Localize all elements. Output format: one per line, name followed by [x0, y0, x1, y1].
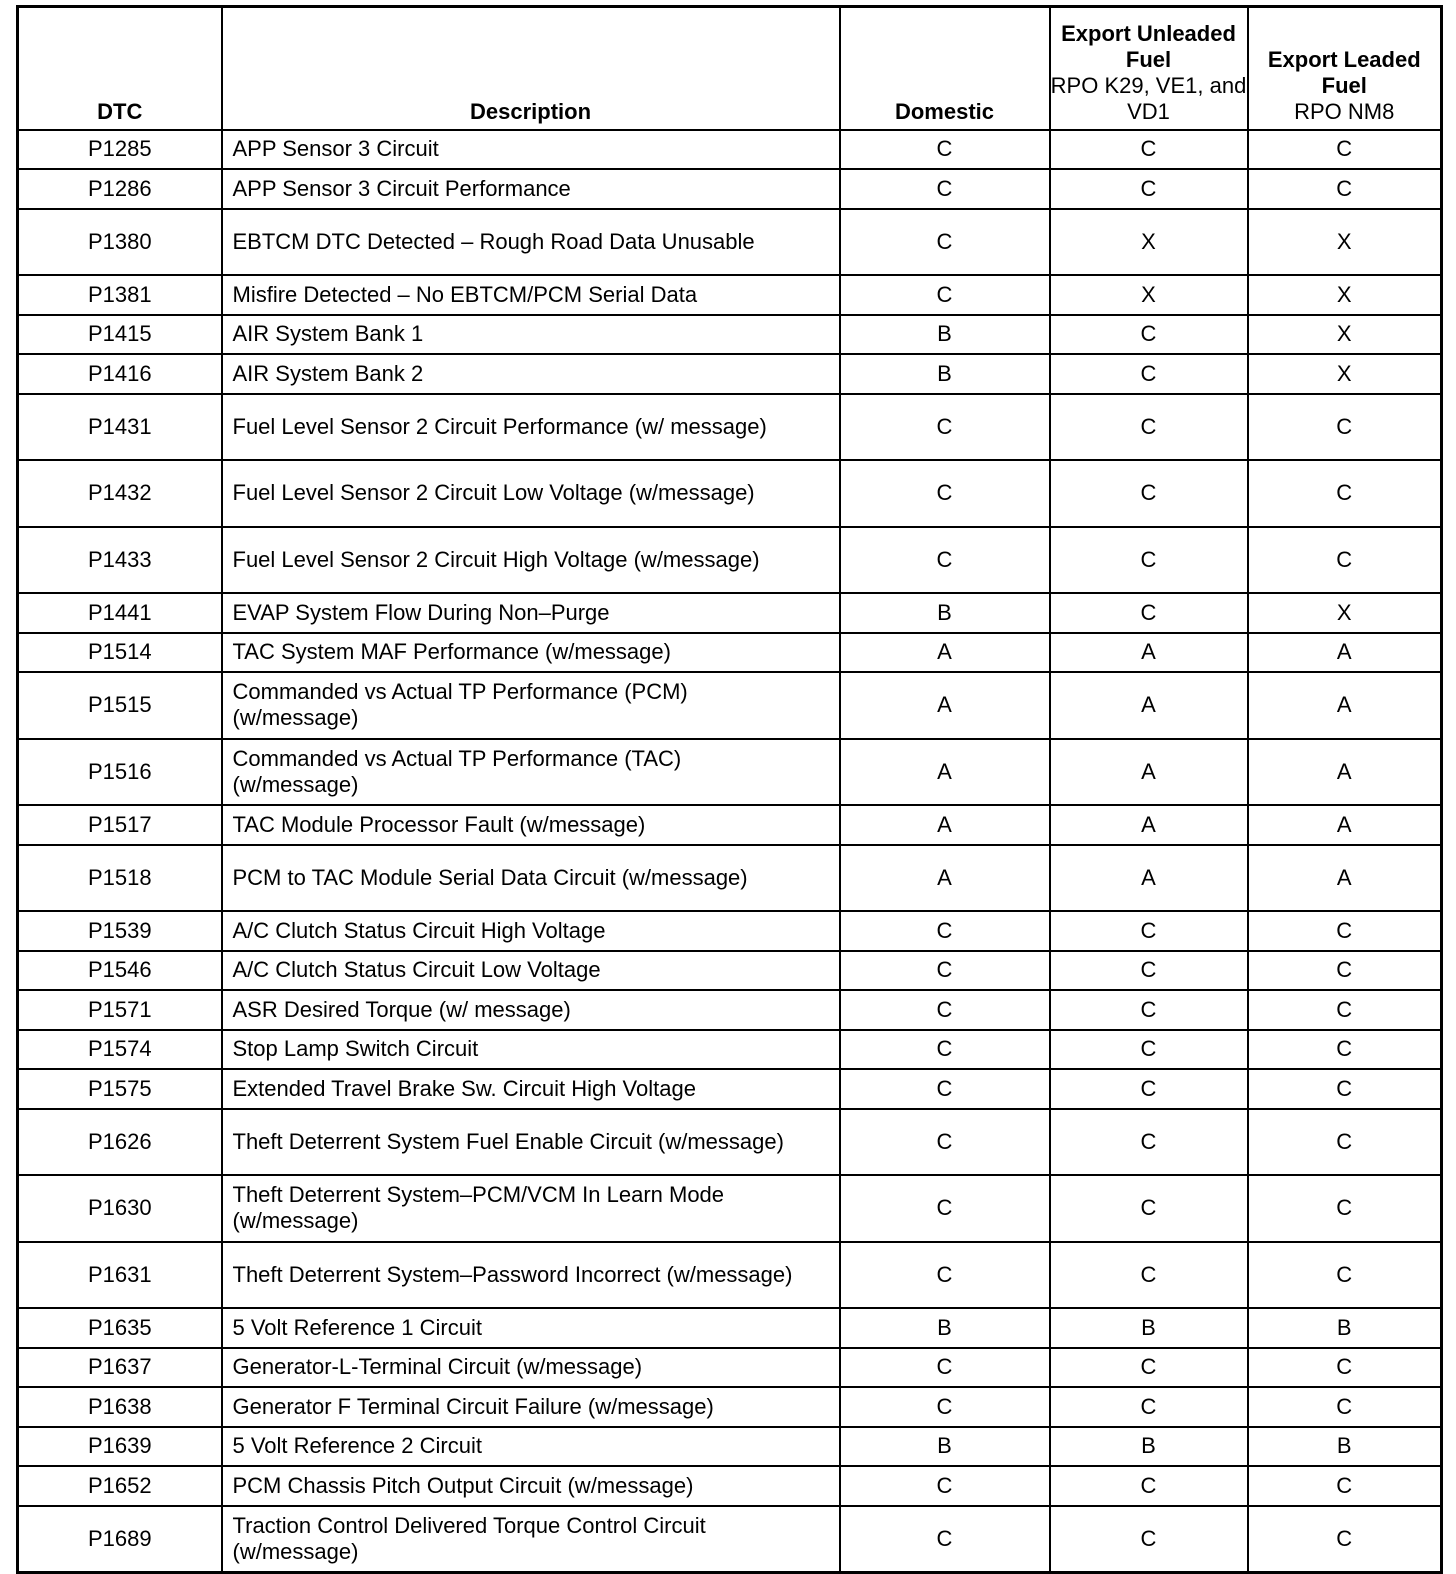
dtc-cell: P1415 — [18, 315, 222, 355]
export-unleaded-cell: C — [1050, 354, 1248, 394]
table-row — [18, 911, 1442, 951]
description-cell: Traction Control Delivered Torque Control Circuit (w/message) — [222, 1506, 840, 1573]
dtc-table — [16, 5, 1443, 1574]
domestic-cell: B — [840, 593, 1050, 633]
table-row — [18, 593, 1442, 633]
dtc-cell: P1574 — [18, 1030, 222, 1070]
export-unleaded-cell: C — [1050, 527, 1248, 594]
export-unleaded-cell: C — [1050, 315, 1248, 355]
dtc-cell: P1631 — [18, 1242, 222, 1309]
export-leaded-cell: C — [1248, 1069, 1442, 1109]
dtc-cell: P1539 — [18, 911, 222, 951]
header-row — [18, 7, 1442, 130]
domestic-cell: C — [840, 394, 1050, 461]
description-cell: EBTCM DTC Detected – Rough Road Data Unusable — [222, 209, 840, 276]
export-leaded-cell: C — [1248, 130, 1442, 170]
table-row — [18, 845, 1442, 912]
dtc-cell: P1515 — [18, 672, 222, 739]
dtc-cell: P1518 — [18, 845, 222, 912]
domestic-cell: C — [840, 460, 1050, 527]
domestic-cell: C — [840, 1506, 1050, 1573]
table-row — [18, 633, 1442, 673]
export-leaded-cell: X — [1248, 315, 1442, 355]
table-row — [18, 354, 1442, 394]
dtc-cell: P1689 — [18, 1506, 222, 1573]
export-leaded-cell: C — [1248, 1466, 1442, 1506]
header-export-unleaded-sub: RPO K29, VE1, and VD1 — [1050, 72, 1247, 124]
export-unleaded-cell: X — [1050, 275, 1248, 315]
domestic-cell: B — [840, 315, 1050, 355]
description-cell: ASR Desired Torque (w/ message) — [222, 990, 840, 1030]
header-export-unleaded — [1050, 7, 1248, 130]
table-row — [18, 527, 1442, 594]
export-leaded-cell: C — [1248, 1030, 1442, 1070]
dtc-cell: P1637 — [18, 1348, 222, 1388]
dtc-cell: P1639 — [18, 1427, 222, 1467]
description-cell: APP Sensor 3 Circuit Performance — [222, 169, 840, 209]
export-unleaded-cell: C — [1050, 951, 1248, 991]
export-unleaded-cell: C — [1050, 1109, 1248, 1176]
dtc-cell: P1517 — [18, 805, 222, 845]
header-export-unleaded-title: Export Unleaded Fuel — [1061, 20, 1236, 72]
table-row — [18, 739, 1442, 806]
dtc-cell: P1546 — [18, 951, 222, 991]
export-leaded-cell: C — [1248, 1109, 1442, 1176]
table-row — [18, 169, 1442, 209]
description-cell: TAC Module Processor Fault (w/message) — [222, 805, 840, 845]
domestic-cell: A — [840, 845, 1050, 912]
export-leaded-cell: X — [1248, 209, 1442, 276]
description-cell: PCM Chassis Pitch Output Circuit (w/message) — [222, 1466, 840, 1506]
export-unleaded-cell: C — [1050, 990, 1248, 1030]
table-row — [18, 1175, 1442, 1242]
table-row — [18, 1109, 1442, 1176]
export-leaded-cell: B — [1248, 1427, 1442, 1467]
export-unleaded-cell: A — [1050, 845, 1248, 912]
dtc-cell: P1286 — [18, 169, 222, 209]
dtc-cell: P1630 — [18, 1175, 222, 1242]
domestic-cell: C — [840, 169, 1050, 209]
table-row — [18, 1348, 1442, 1388]
table-row — [18, 130, 1442, 170]
domestic-cell: C — [840, 1387, 1050, 1427]
domestic-cell: C — [840, 911, 1050, 951]
export-unleaded-cell: C — [1050, 1030, 1248, 1070]
domestic-cell: B — [840, 1308, 1050, 1348]
dtc-cell: P1381 — [18, 275, 222, 315]
export-leaded-cell: A — [1248, 633, 1442, 673]
export-unleaded-cell: A — [1050, 739, 1248, 806]
table-row — [18, 209, 1442, 276]
export-unleaded-cell: B — [1050, 1308, 1248, 1348]
export-leaded-cell: C — [1248, 527, 1442, 594]
export-unleaded-cell: C — [1050, 169, 1248, 209]
domestic-cell: C — [840, 527, 1050, 594]
export-leaded-cell: C — [1248, 460, 1442, 527]
domestic-cell: A — [840, 739, 1050, 806]
export-unleaded-cell: C — [1050, 1506, 1248, 1573]
export-unleaded-cell: X — [1050, 209, 1248, 276]
dtc-cell: P1638 — [18, 1387, 222, 1427]
export-unleaded-cell: A — [1050, 633, 1248, 673]
table-row — [18, 1387, 1442, 1427]
export-unleaded-cell: C — [1050, 1466, 1248, 1506]
description-cell: Theft Deterrent System–PCM/VCM In Learn Mode (w/message) — [222, 1175, 840, 1242]
export-leaded-cell: C — [1248, 951, 1442, 991]
domestic-cell: C — [840, 209, 1050, 276]
table-body — [18, 130, 1442, 1573]
export-leaded-cell: C — [1248, 990, 1442, 1030]
export-leaded-cell: C — [1248, 169, 1442, 209]
export-unleaded-cell: B — [1050, 1427, 1248, 1467]
description-cell: Commanded vs Actual TP Performance (PCM) (w/message) — [222, 672, 840, 739]
table-row — [18, 275, 1442, 315]
export-leaded-cell: A — [1248, 805, 1442, 845]
domestic-cell: C — [840, 130, 1050, 170]
description-cell: APP Sensor 3 Circuit — [222, 130, 840, 170]
export-leaded-cell: A — [1248, 845, 1442, 912]
table-row — [18, 1069, 1442, 1109]
description-cell: Commanded vs Actual TP Performance (TAC) (w/message) — [222, 739, 840, 806]
table-row — [18, 1506, 1442, 1573]
export-unleaded-cell: C — [1050, 911, 1248, 951]
export-unleaded-cell: C — [1050, 1069, 1248, 1109]
table-row — [18, 460, 1442, 527]
dtc-cell: P1416 — [18, 354, 222, 394]
dtc-cell: P1285 — [18, 130, 222, 170]
domestic-cell: C — [840, 1109, 1050, 1176]
dtc-cell: P1433 — [18, 527, 222, 594]
description-cell: Theft Deterrent System–Password Incorrect (w/message) — [222, 1242, 840, 1309]
export-leaded-cell: A — [1248, 739, 1442, 806]
export-unleaded-cell: C — [1050, 1387, 1248, 1427]
table-row — [18, 1427, 1442, 1467]
header-export-leaded — [1248, 7, 1442, 130]
domestic-cell: C — [840, 951, 1050, 991]
dtc-cell: P1516 — [18, 739, 222, 806]
export-unleaded-cell: C — [1050, 460, 1248, 527]
header-export-leaded-sub: RPO NM8 — [1294, 98, 1395, 124]
dtc-cell: P1626 — [18, 1109, 222, 1176]
description-cell: A/C Clutch Status Circuit High Voltage — [222, 911, 840, 951]
description-cell: PCM to TAC Module Serial Data Circuit (w/message) — [222, 845, 840, 912]
table-row — [18, 1466, 1442, 1506]
export-leaded-cell: X — [1248, 354, 1442, 394]
dtc-cell: P1571 — [18, 990, 222, 1030]
export-leaded-cell: C — [1248, 1175, 1442, 1242]
export-unleaded-cell: A — [1050, 805, 1248, 845]
table-row — [18, 394, 1442, 461]
export-leaded-cell: C — [1248, 911, 1442, 951]
export-leaded-cell: X — [1248, 275, 1442, 315]
dtc-cell: P1441 — [18, 593, 222, 633]
description-cell: 5 Volt Reference 2 Circuit — [222, 1427, 840, 1467]
header-dtc: DTC — [18, 7, 222, 130]
description-cell: Stop Lamp Switch Circuit — [222, 1030, 840, 1070]
description-cell: Generator F Terminal Circuit Failure (w/message) — [222, 1387, 840, 1427]
export-leaded-cell: C — [1248, 1387, 1442, 1427]
description-cell: Theft Deterrent System Fuel Enable Circuit (w/message) — [222, 1109, 840, 1176]
export-leaded-cell: C — [1248, 1506, 1442, 1573]
export-leaded-cell: C — [1248, 394, 1442, 461]
description-cell: 5 Volt Reference 1 Circuit — [222, 1308, 840, 1348]
domestic-cell: C — [840, 1030, 1050, 1070]
export-unleaded-cell: C — [1050, 1175, 1248, 1242]
dtc-cell: P1652 — [18, 1466, 222, 1506]
export-unleaded-cell: C — [1050, 1348, 1248, 1388]
domestic-cell: A — [840, 633, 1050, 673]
dtc-cell: P1635 — [18, 1308, 222, 1348]
description-cell: EVAP System Flow During Non–Purge — [222, 593, 840, 633]
table-row — [18, 990, 1442, 1030]
description-cell: TAC System MAF Performance (w/message) — [222, 633, 840, 673]
description-cell: A/C Clutch Status Circuit Low Voltage — [222, 951, 840, 991]
description-cell: Extended Travel Brake Sw. Circuit High Voltage — [222, 1069, 840, 1109]
domestic-cell: C — [840, 1175, 1050, 1242]
export-unleaded-cell: A — [1050, 672, 1248, 739]
domestic-cell: B — [840, 1427, 1050, 1467]
domestic-cell: A — [840, 672, 1050, 739]
export-unleaded-cell: C — [1050, 1242, 1248, 1309]
header-domestic: Domestic — [840, 7, 1050, 130]
domestic-cell: A — [840, 805, 1050, 845]
description-cell: Generator-L-Terminal Circuit (w/message) — [222, 1348, 840, 1388]
dtc-cell: P1380 — [18, 209, 222, 276]
domestic-cell: C — [840, 990, 1050, 1030]
table-row — [18, 315, 1442, 355]
export-unleaded-cell: C — [1050, 130, 1248, 170]
dtc-cell: P1432 — [18, 460, 222, 527]
export-unleaded-cell: C — [1050, 593, 1248, 633]
export-leaded-cell: X — [1248, 593, 1442, 633]
table-row — [18, 805, 1442, 845]
domestic-cell: C — [840, 1466, 1050, 1506]
dtc-cell: P1575 — [18, 1069, 222, 1109]
export-leaded-cell: C — [1248, 1242, 1442, 1309]
domestic-cell: C — [840, 1348, 1050, 1388]
description-cell: Misfire Detected – No EBTCM/PCM Serial Data — [222, 275, 840, 315]
table-row — [18, 672, 1442, 739]
domestic-cell: C — [840, 275, 1050, 315]
header-description: Description — [222, 7, 840, 130]
domestic-cell: C — [840, 1242, 1050, 1309]
domestic-cell: C — [840, 1069, 1050, 1109]
header-export-leaded-title: Export Leaded Fuel — [1267, 46, 1421, 98]
export-leaded-cell: B — [1248, 1308, 1442, 1348]
dtc-cell: P1431 — [18, 394, 222, 461]
description-cell: AIR System Bank 2 — [222, 354, 840, 394]
export-leaded-cell: C — [1248, 1348, 1442, 1388]
domestic-cell: B — [840, 354, 1050, 394]
table-row — [18, 1030, 1442, 1070]
table-row — [18, 1242, 1442, 1309]
export-leaded-cell: A — [1248, 672, 1442, 739]
table-row — [18, 1308, 1442, 1348]
description-cell: Fuel Level Sensor 2 Circuit High Voltage (w/message) — [222, 527, 840, 594]
dtc-cell: P1514 — [18, 633, 222, 673]
description-cell: Fuel Level Sensor 2 Circuit Performance (w/ message) — [222, 394, 840, 461]
table-row — [18, 951, 1442, 991]
export-unleaded-cell: C — [1050, 394, 1248, 461]
description-cell: AIR System Bank 1 — [222, 315, 840, 355]
description-cell: Fuel Level Sensor 2 Circuit Low Voltage (w/message) — [222, 460, 840, 527]
